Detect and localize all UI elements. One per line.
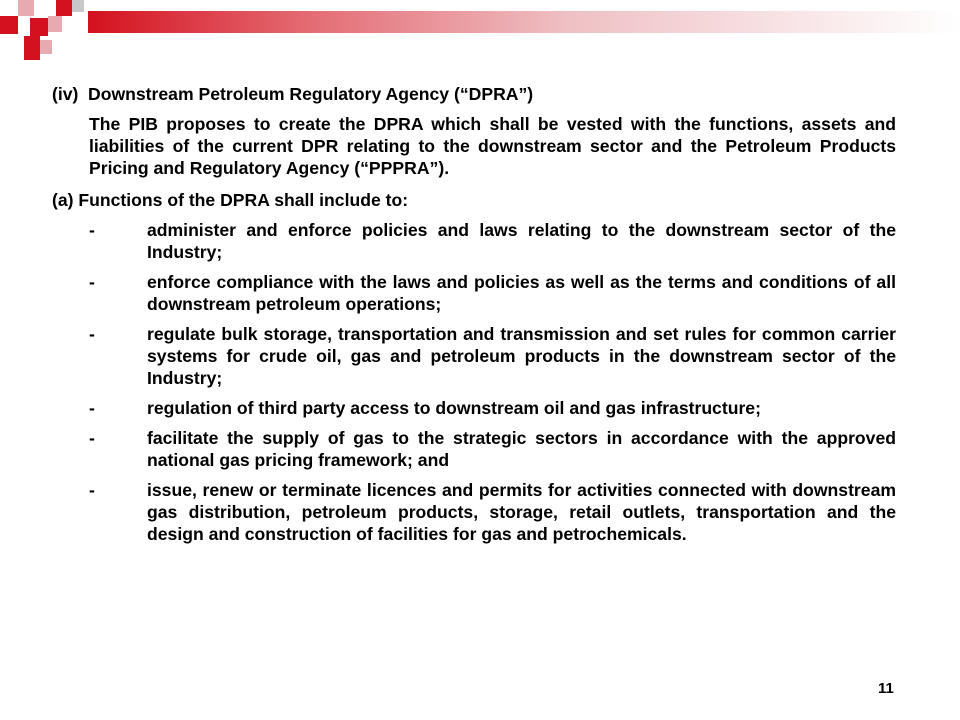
bullet-dash: - (89, 220, 95, 240)
list-item-text: facilitate the supply of gas to the strategic sectors in accordance with the approved national gas pricing framework; and (147, 428, 896, 470)
bullet-dash: - (89, 428, 95, 448)
bullet-dash: - (89, 324, 95, 344)
list-item-text: issue, renew or terminate licences and permits for activities connected with downstream gas distribution, petroleum products, storage, retail outlets, transportation and the design and construction of facilities for gas and petrochemicals. (147, 480, 896, 544)
page-number: 11 (878, 680, 894, 697)
list-item (52, 427, 896, 471)
subsection-heading: (a) Functions of the DPRA shall include to: (52, 190, 409, 210)
section-number: (iv) (52, 84, 79, 104)
logo-square-pink-right (48, 16, 62, 32)
header-gradient-bar (88, 11, 960, 33)
list-item-text: administer and enforce policies and laws relating to the downstream sector of the Industry; (147, 220, 896, 262)
logo-square-red-left (0, 16, 18, 34)
list-item-text: regulation of third party access to downstream oil and gas infrastructure; (147, 398, 761, 418)
functions-list (52, 219, 896, 545)
list-item (52, 323, 896, 389)
logo-square-red-top (56, 0, 72, 16)
logo-square-red-center (30, 18, 48, 36)
section-intro-paragraph: The PIB proposes to create the DPRA which shall be vested with the functions, assets and liabilities of the current DPR relating to the downstream sector and the Petroleum Products Pricing and Regulatory Agency (“PPPRA”). (89, 114, 896, 178)
list-item-text: regulate bulk storage, transportation and transmission and set rules for common carrier systems for crude oil, gas and petroleum products in the downstream sector of the Industry; (147, 324, 896, 388)
list-item (52, 271, 896, 315)
section-heading (52, 83, 896, 105)
bullet-dash: - (89, 272, 95, 292)
logo-square-red-bottom (24, 36, 40, 60)
logo-square-gray (72, 0, 84, 12)
list-item (52, 479, 896, 545)
bullet-dash: - (89, 480, 95, 500)
bullet-dash: - (89, 398, 95, 418)
section-title: Downstream Petroleum Regulatory Agency (“DPRA”) (88, 84, 534, 104)
logo-square-pink-bottom (40, 40, 52, 54)
logo-square-pink-top (18, 0, 34, 16)
slide-content (52, 83, 896, 553)
list-item (52, 397, 896, 419)
list-item (52, 219, 896, 263)
list-item-text: enforce compliance with the laws and policies as well as the terms and conditions of all downstream petroleum operations; (147, 272, 896, 314)
red-checkmark-logo-icon (0, 0, 90, 62)
